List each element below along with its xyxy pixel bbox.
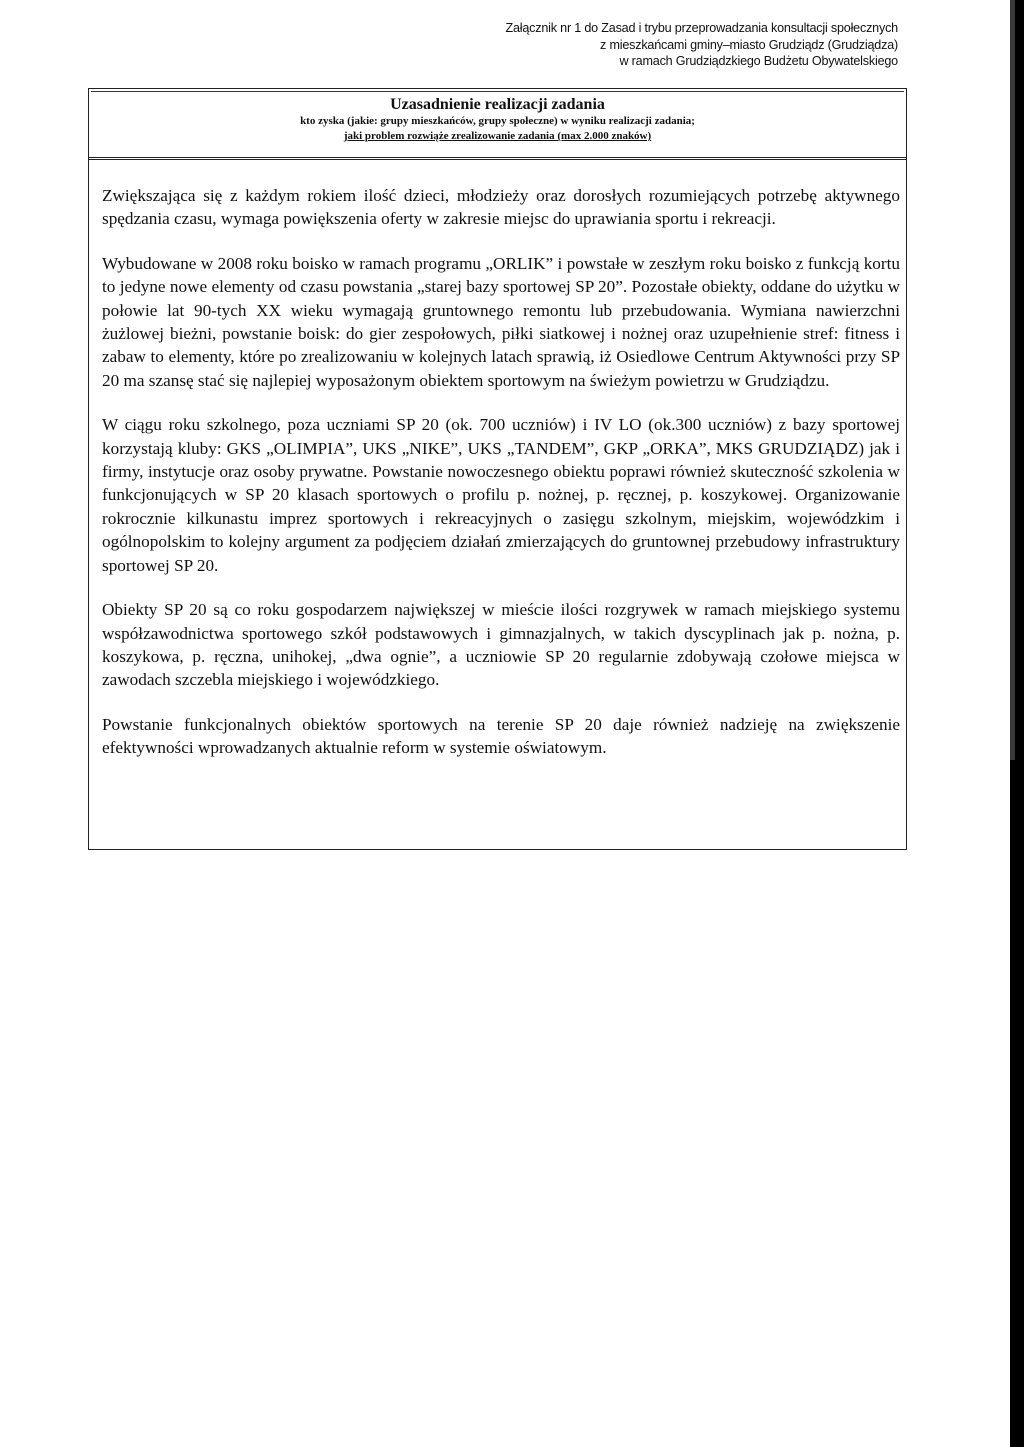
paragraph-1: Zwiększająca się z każdym rokiem ilość dzieci, młodzieży oraz dorosłych rozumiejących potrzebę aktywnego spędzania czasu, wymaga powiększenia oferty w zakresie miejsc do uprawiania sportu i rekreacji. [102, 186, 900, 229]
box-subtitle-who-benefits: kto zyska (jakie: grupy mieszkańców, grupy społeczne) w wyniku realizacji zadania; [300, 115, 695, 127]
annex-line-1: Załącznik nr 1 do Zasad i trybu przeprowadzania konsultacji społecznych [505, 21, 898, 35]
justification-text [102, 184, 900, 781]
scan-edge-shade [1010, 0, 1015, 760]
box-subtitle-problem-solved: jaki problem rozwiąże zrealizowanie zadania (max 2.000 znaków) [343, 130, 652, 142]
paragraph-4: Obiekty SP 20 są co roku gospodarzem największej w mieście ilości rozgrywek w ramach miejskiego systemu współzawodnictwa sportowego szkół podstawowych i gimnazjalnych, w takich dyscyplinach jak p. nożna, p. koszykowa, p. ręczna, unihokej, „dwa ognie”, a uczniowie SP 20 regularnie zdobywają czołowe miejsca w zawodach szczebla miejskiego i wojewódzkiego. [102, 600, 900, 690]
annex-line-3: w ramach Grudziądzkiego Budżetu Obywatelskiego [619, 54, 898, 68]
paragraph-5: Powstanie funkcjonalnych obiektów sportowych na terenie SP 20 daje również nadzieję na zwiększenie efektywności wprowadzanych aktualnie reform w systemie oświatowym. [102, 714, 900, 758]
annex-header [505, 20, 898, 70]
box-title: Uzasadnienie realizacji zadania [390, 96, 605, 113]
paragraph-2: Wybudowane w 2008 roku boisko w ramach programu „ORLIK” i powstałe w zeszłym roku boisko z funkcją kortu to jedyne nowe elementy od czasu powstania „starej bazy sportowej SP 20”. Pozostałe obiekty, oddane do użytku w połowie lat 90-tych XX wieku wymagają gruntownego remontu lub przebudowania. Wymiana nawierzchni żużlowej bieżni, powstanie boisk: do gier zespołowych, piłki siatkowej i nożnej oraz uzupełnienie stref: fitness i zabaw to elementy, które po zrealizowaniu w kolejnych latach sprawią, iż Osiedlowe Centrum Aktywności przy SP 20 ma szansę stać się najlepiej wyposażonym obiektem sportowym na świeżym powietrzu w Grudziądzu. [102, 253, 900, 390]
box-header [89, 89, 906, 160]
header-divider [91, 91, 904, 92]
annex-line-2: z mieszkańcami gminy–miasto Grudziądz (Grudziądza) [600, 37, 898, 52]
paragraph-3: W ciągu roku szkolnego, poza uczniami SP 20 (ok. 700 uczniów) i IV LO (ok.300 uczniów) z bazy sportowej korzystają kluby: GKS „OLIMPIA”, UKS „NIKE”, UKS „TANDEM”, GKP „ORKA”, MKS GRUDZIĄDZ) jak i firmy, instytucje oraz osoby prywatne. Powstanie nowoczesnego obiektu poprawi również skuteczność szkolenia w funkcjonujących w SP 20 klasach sportowych o profilu p. nożnej, p. ręcznej, p. koszykowej. Organizowanie rokrocznie kilkunastu imprez sportowych i rekreacyjnych o zasięgu szkolnym, miejskim, wojewódzkim i ogólnopolskim to kolejny argument za podjęciem działań zmierzających do gruntownej przebudowy infrastruktury sportowej SP 20. [102, 415, 900, 575]
justification-box [88, 88, 907, 850]
